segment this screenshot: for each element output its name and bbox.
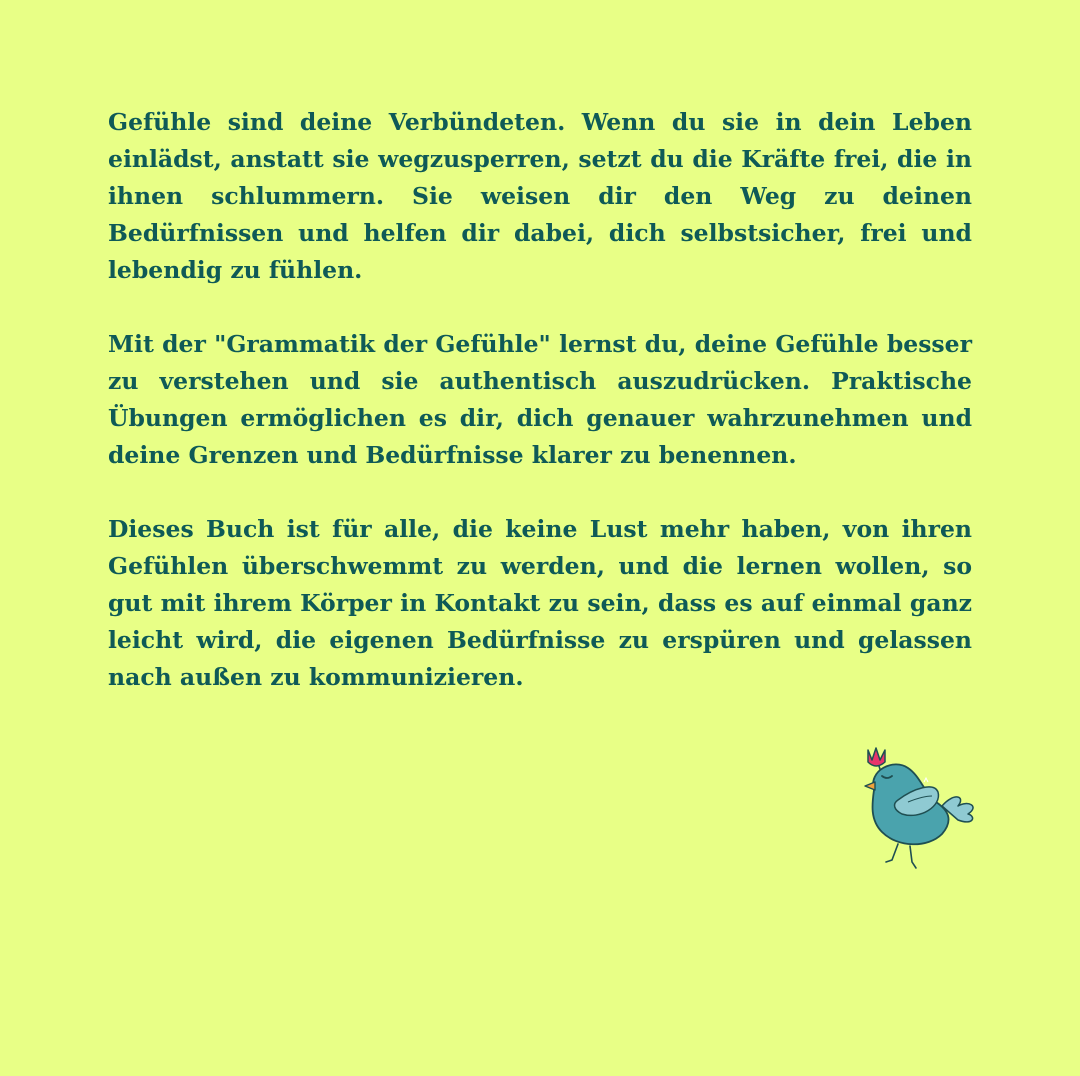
blurb-text — [108, 104, 972, 696]
paragraph-3: Dieses Buch ist für alle, die keine Lust mehr haben, von ihren Gefühlen überschwemmt zu werden, und die lernen wollen, so gut mit ihrem Körper in Kontakt zu sein, dass es auf einmal ganz leicht wird, die eigenen Bedürfnisse zu erspüren und gelassen nach außen zu kommunizieren. — [108, 515, 972, 691]
paragraph-2: Mit der "Grammatik der Gefühle" lernst du, deine Gefühle besser zu verstehen und sie authentisch auszudrücken. Praktische Übungen ermöglichen es dir, dich genauer wahrzunehmen und deine Grenzen und Bedürfnisse klarer zu benennen. — [108, 330, 972, 469]
paragraph-1: Gefühle sind deine Verbündeten. Wenn du sie in dein Leben einlädst, anstatt sie wegzusperren, setzt du die Kräfte frei, die in ihnen schlummern. Sie weisen dir den Weg zu deinen Bedürfnissen und helfen dir dabei, dich selbstsicher, frei und lebendig zu fühlen. — [108, 108, 972, 284]
flower-icon — [868, 748, 885, 766]
bird-with-flower-icon — [858, 740, 984, 872]
